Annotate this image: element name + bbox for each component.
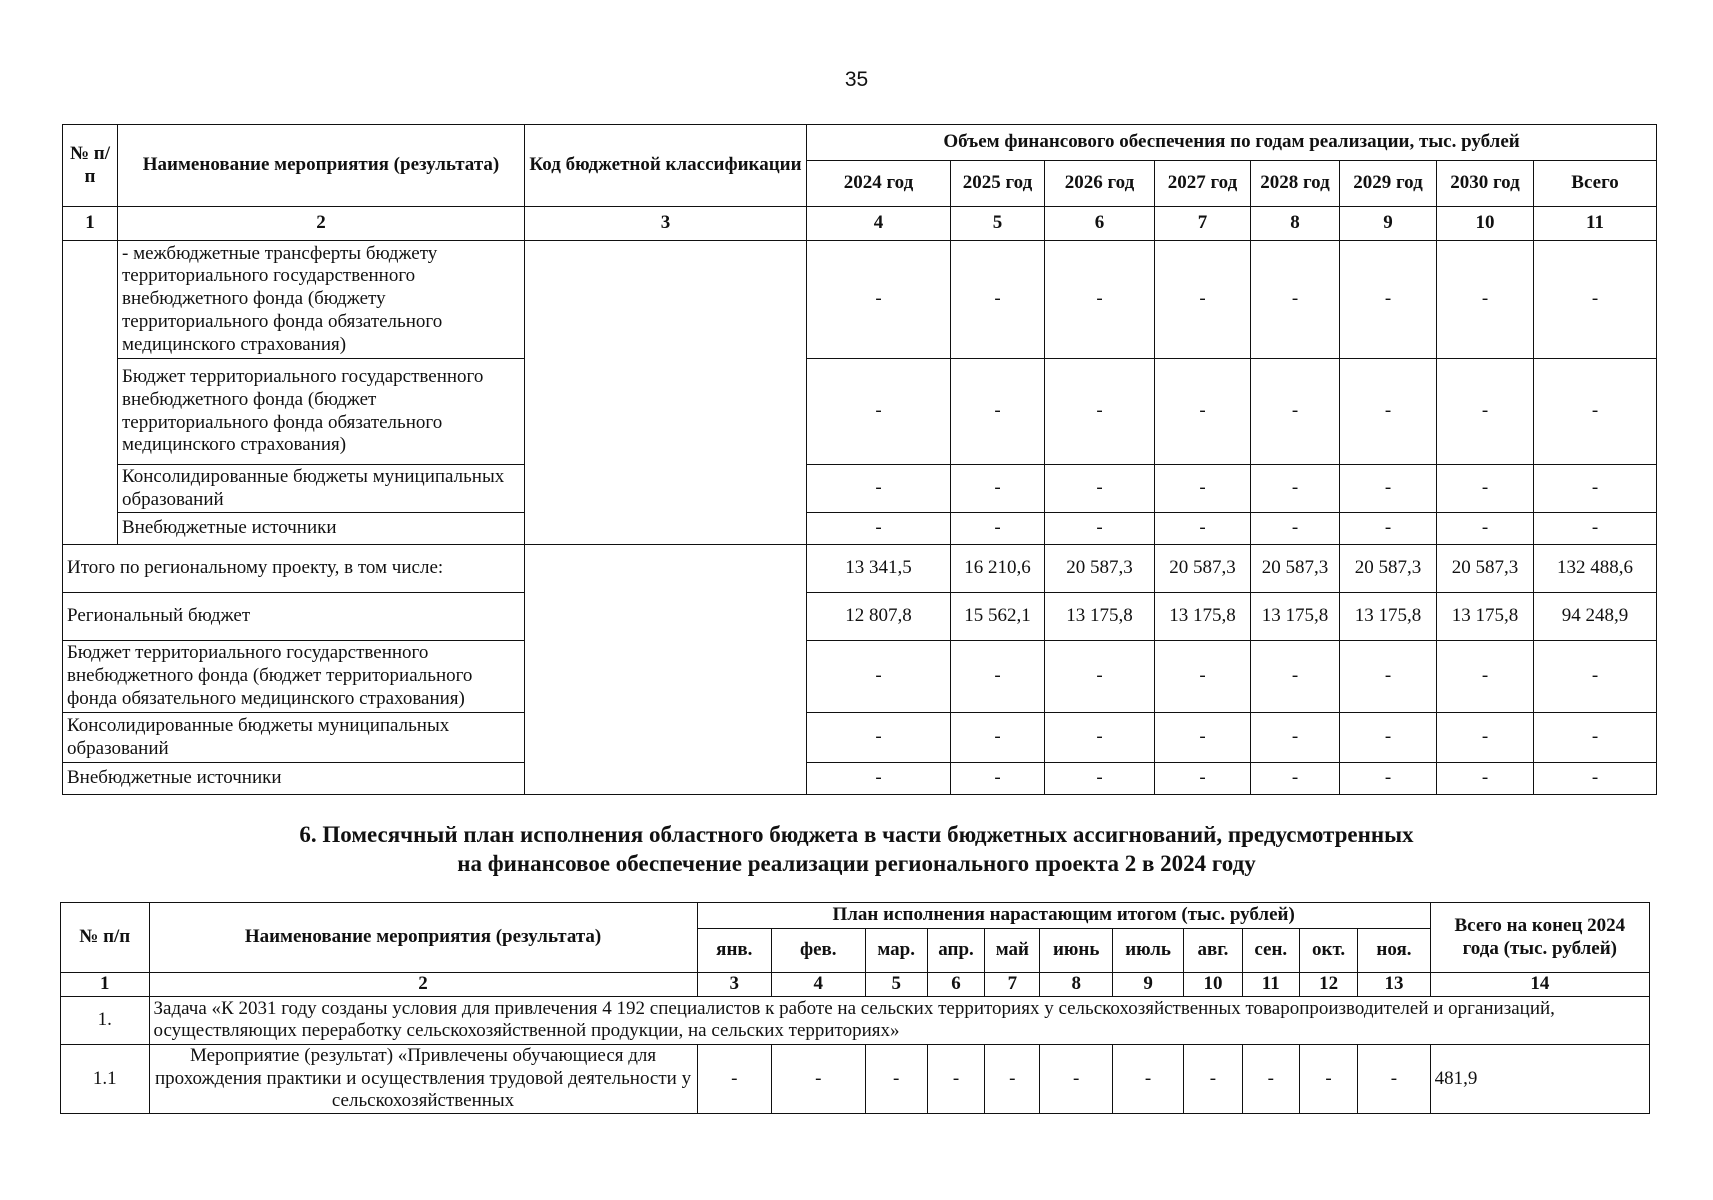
page-number: 35 (844, 68, 869, 91)
header-num: № п/п (63, 125, 118, 207)
column-number: 1 (63, 207, 118, 241)
value-cell: - (697, 1044, 771, 1113)
column-number: 9 (1112, 973, 1183, 997)
value-cell: - (1045, 641, 1155, 713)
value-cell: - (1340, 513, 1437, 545)
value-cell: - (1045, 763, 1155, 795)
value-cell: 16 210,6 (951, 545, 1045, 593)
value-cell: - (1251, 359, 1340, 465)
column-number: 5 (865, 973, 927, 997)
value-cell: - (1045, 513, 1155, 545)
column-number: 12 (1299, 973, 1357, 997)
header-month: июль (1112, 929, 1183, 973)
total-row (63, 593, 1657, 641)
value-cell: - (951, 465, 1045, 513)
value-cell: - (1437, 465, 1534, 513)
column-number: 1 (61, 973, 150, 997)
activity-row (61, 1044, 1650, 1113)
merged-code-cell (525, 241, 807, 545)
value-cell: - (951, 641, 1045, 713)
value-cell: - (807, 763, 951, 795)
header-total: Всего на конец 2024 года (тыс. рублей) (1430, 903, 1649, 973)
value-cell: - (1340, 465, 1437, 513)
value-cell: 12 807,8 (807, 593, 951, 641)
header-code: Код бюджетной классификации (525, 125, 807, 207)
table-row (63, 465, 1657, 513)
column-number: 10 (1437, 207, 1534, 241)
value-cell: 94 248,9 (1534, 593, 1657, 641)
value-cell: - (807, 641, 951, 713)
column-number: 7 (1155, 207, 1251, 241)
row-name: Бюджет территориального государственного внебюджетного фонда (бюджет территориального фонда обязательного медицинского страхования) (118, 359, 525, 465)
total-row-name: Итого по региональному проекту, в том числе: (63, 545, 525, 593)
column-number: 14 (1430, 973, 1649, 997)
total-row (63, 545, 1657, 593)
column-number: 7 (985, 973, 1040, 997)
value-cell: 132 488,6 (1534, 545, 1657, 593)
header-month: июнь (1040, 929, 1112, 973)
value-cell: - (807, 713, 951, 763)
header-year: 2025 год (951, 161, 1045, 207)
merged-num-cell (63, 241, 118, 545)
header-month: мар. (865, 929, 927, 973)
column-number: 8 (1040, 973, 1112, 997)
value-cell: - (807, 359, 951, 465)
header-year: 2024 год (807, 161, 951, 207)
row-name: - межбюджетные трансферты бюджету территориального государственного внебюджетного фонда (бюджету территориального фонда обязательного медицинского страхования) (118, 241, 525, 359)
monthly-plan-table (60, 902, 1650, 1114)
value-cell: - (1534, 359, 1657, 465)
section-title-line: на финансовое обеспечение реализации регионального проекта 2 в 2024 году (457, 851, 1256, 876)
column-number: 2 (118, 207, 525, 241)
value-cell: - (1437, 241, 1534, 359)
value-cell: - (1155, 641, 1251, 713)
value-cell: - (1437, 713, 1534, 763)
header-month: янв. (697, 929, 771, 973)
value-cell: - (1251, 465, 1340, 513)
value-cell: - (807, 465, 951, 513)
total-row-name: Консолидированные бюджеты муниципальных образований (63, 713, 525, 763)
column-number: 8 (1251, 207, 1340, 241)
header-year: 2027 год (1155, 161, 1251, 207)
header-name: Наименование мероприятия (результата) (149, 903, 697, 973)
value-cell: - (1155, 359, 1251, 465)
value-cell: 13 175,8 (1251, 593, 1340, 641)
value-cell: 20 587,3 (1340, 545, 1437, 593)
column-number: 4 (772, 973, 866, 997)
value-cell: - (1045, 241, 1155, 359)
value-cell: - (1251, 713, 1340, 763)
value-cell: 15 562,1 (951, 593, 1045, 641)
activity-total: 481,9 (1430, 1044, 1649, 1113)
total-row-name: Региональный бюджет (63, 593, 525, 641)
value-cell: - (1045, 359, 1155, 465)
total-row (63, 641, 1657, 713)
column-number: 6 (927, 973, 984, 997)
value-cell: - (1155, 713, 1251, 763)
value-cell: - (1534, 465, 1657, 513)
value-cell: - (1534, 241, 1657, 359)
column-number: 5 (951, 207, 1045, 241)
total-row (63, 763, 1657, 795)
header-year: 2028 год (1251, 161, 1340, 207)
header-name: Наименование мероприятия (результата) (118, 125, 525, 207)
merged-code-cell (525, 545, 807, 795)
value-cell: - (1251, 241, 1340, 359)
table-row (63, 359, 1657, 465)
value-cell: - (807, 513, 951, 545)
total-row-name: Бюджет территориального государственного внебюджетного фонда (бюджет территориального фонда обязательного медицинского страхования) (63, 641, 525, 713)
column-number: 13 (1358, 973, 1430, 997)
value-cell: - (1340, 241, 1437, 359)
header-month: ноя. (1358, 929, 1430, 973)
value-cell: - (951, 359, 1045, 465)
value-cell: - (1155, 465, 1251, 513)
header-month: апр. (927, 929, 984, 973)
value-cell: - (951, 713, 1045, 763)
column-number: 11 (1242, 973, 1299, 997)
total-row (63, 713, 1657, 763)
value-cell: - (1155, 763, 1251, 795)
value-cell: - (951, 763, 1045, 795)
value-cell: 13 175,8 (1437, 593, 1534, 641)
value-cell: 13 175,8 (1340, 593, 1437, 641)
task-num: 1. (61, 996, 150, 1044)
value-cell: - (1155, 513, 1251, 545)
column-number: 3 (697, 973, 771, 997)
table-row (63, 513, 1657, 545)
value-cell: - (1358, 1044, 1430, 1113)
value-cell: - (985, 1044, 1040, 1113)
value-cell: - (1340, 359, 1437, 465)
header-month: авг. (1184, 929, 1242, 973)
value-cell: - (772, 1044, 866, 1113)
header-num: № п/п (61, 903, 150, 973)
header-month: фев. (772, 929, 866, 973)
value-cell: - (1112, 1044, 1183, 1113)
column-numbers-row (61, 973, 1650, 997)
header-month: сен. (1242, 929, 1299, 973)
header-month: май (985, 929, 1040, 973)
value-cell: - (1340, 713, 1437, 763)
value-cell: - (807, 241, 951, 359)
value-cell: - (1437, 513, 1534, 545)
value-cell: 13 175,8 (1155, 593, 1251, 641)
header-year: 2026 год (1045, 161, 1155, 207)
value-cell: 13 175,8 (1045, 593, 1155, 641)
value-cell: - (1155, 241, 1251, 359)
header-year: 2029 год (1340, 161, 1437, 207)
value-cell: - (1299, 1044, 1357, 1113)
row-name: Внебюджетные источники (118, 513, 525, 545)
row-name: Консолидированные бюджеты муниципальных образований (118, 465, 525, 513)
value-cell: - (1437, 641, 1534, 713)
section-title-line: 6. Помесячный план исполнения областного бюджета в части бюджетных ассигнований, предусмотренных (299, 822, 1414, 847)
value-cell: - (951, 513, 1045, 545)
header-year: 2030 год (1437, 161, 1534, 207)
value-cell: 20 587,3 (1437, 545, 1534, 593)
task-text: Задача «К 2031 году созданы условия для привлечения 4 192 специалистов к работе на сельских территориях у сельскохозяйственных товаропроизводителей и организаций, осуществляющих переработку сельскохозяйственной продукции, на сельских территориях» (149, 996, 1650, 1044)
financing-table (62, 124, 1657, 795)
value-cell: 20 587,3 (1251, 545, 1340, 593)
column-number: 9 (1340, 207, 1437, 241)
value-cell: - (865, 1044, 927, 1113)
value-cell: - (1184, 1044, 1242, 1113)
value-cell: - (1437, 763, 1534, 795)
value-cell: - (1534, 713, 1657, 763)
total-row-name: Внебюджетные источники (63, 763, 525, 795)
column-number: 10 (1184, 973, 1242, 997)
value-cell: - (1534, 763, 1657, 795)
value-cell: - (1251, 641, 1340, 713)
value-cell: - (1251, 513, 1340, 545)
header-month: окт. (1299, 929, 1357, 973)
value-cell: 20 587,3 (1045, 545, 1155, 593)
value-cell: - (951, 241, 1045, 359)
header-total: Всего (1534, 161, 1657, 207)
value-cell: - (1534, 641, 1657, 713)
table-row (63, 241, 1657, 359)
column-number: 6 (1045, 207, 1155, 241)
value-cell: - (1340, 763, 1437, 795)
value-cell: - (927, 1044, 984, 1113)
value-cell: - (1040, 1044, 1112, 1113)
activity-num: 1.1 (61, 1044, 150, 1113)
column-number: 4 (807, 207, 951, 241)
value-cell: - (1242, 1044, 1299, 1113)
header-volume: Объем финансового обеспечения по годам реализации, тыс. рублей (807, 125, 1657, 161)
value-cell: - (1340, 641, 1437, 713)
header-plan: План исполнения нарастающим итогом (тыс. рублей) (697, 903, 1430, 929)
column-number: 3 (525, 207, 807, 241)
value-cell: 13 341,5 (807, 545, 951, 593)
column-number: 2 (149, 973, 697, 997)
table-body (63, 241, 1657, 795)
section-title (0, 820, 1713, 878)
column-numbers-row (63, 207, 1657, 241)
value-cell: - (1534, 513, 1657, 545)
value-cell: - (1045, 465, 1155, 513)
value-cell: - (1437, 359, 1534, 465)
value-cell: 20 587,3 (1155, 545, 1251, 593)
activity-name: Мероприятие (результат) «Привлечены обучающиеся для прохождения практики и осуществления трудовой деятельности у сельскохозяйственных (149, 1044, 697, 1113)
value-cell: - (1251, 763, 1340, 795)
value-cell: - (1045, 713, 1155, 763)
task-row (61, 996, 1650, 1044)
column-number: 11 (1534, 207, 1657, 241)
